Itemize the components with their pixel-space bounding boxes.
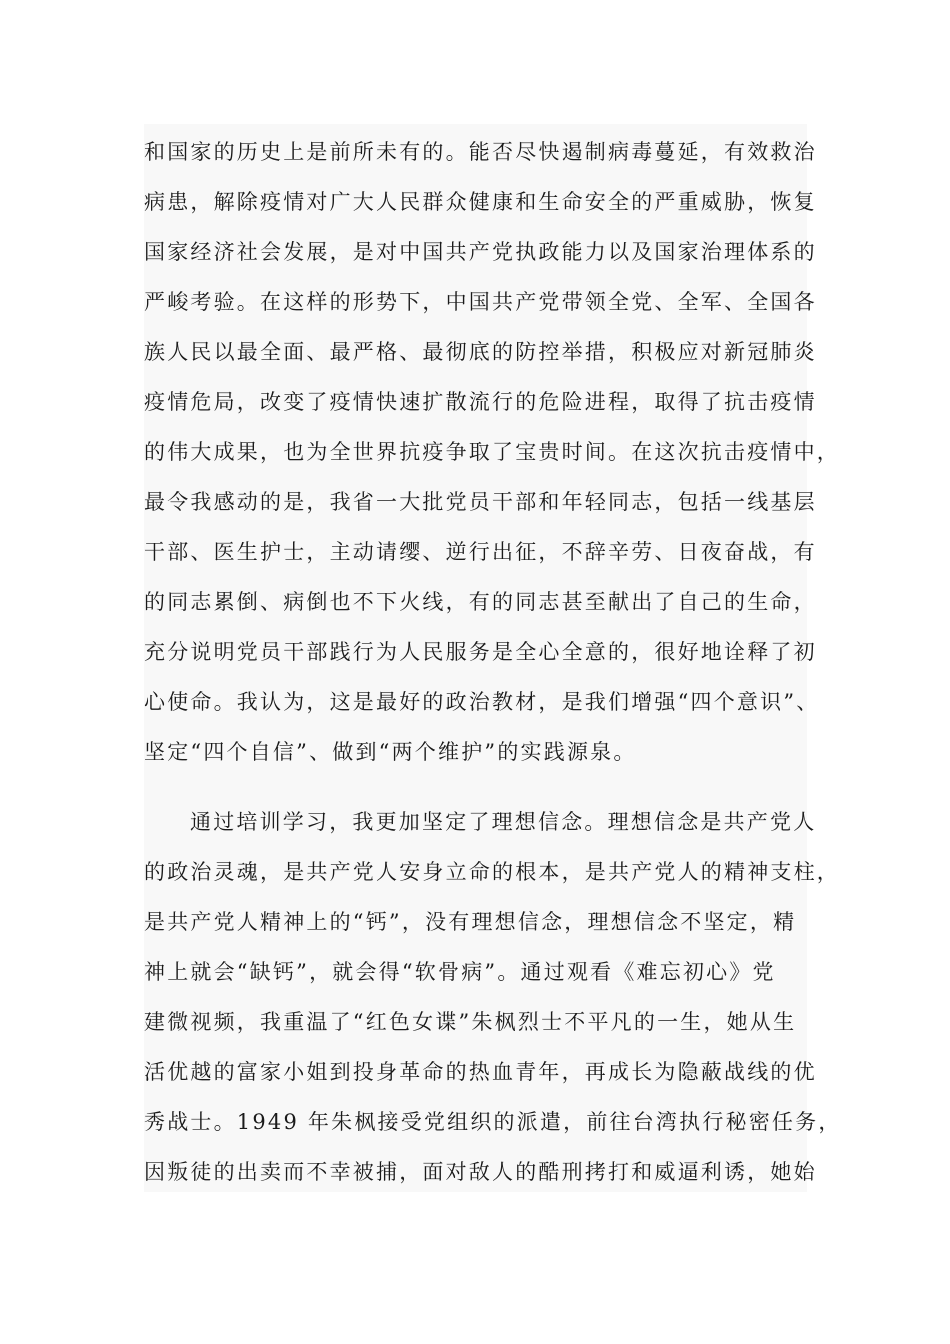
paragraph-1-line-13: 坚定“四个自信”、做到“两个维护”的实践源泉。	[144, 740, 637, 764]
paragraph-2-line-6: 活优越的富家小姐到投身革命的热血青年，再成长为隐蔽战线的优	[144, 1060, 817, 1084]
paragraph-1-line-12: 心使命。我认为，这是最好的政治教材，是我们增强“四个意识”、	[144, 690, 820, 714]
paragraph-1-line-5: 族人民以最全面、最严格、最彻底的防控举措，积极应对新冠肺炎	[144, 340, 817, 364]
paragraph-1-line-3: 国家经济社会发展，是对中国共产党执政能力以及国家治理体系的	[144, 240, 817, 264]
paragraph-1-line-6: 疫情危局，改变了疫情快速扩散流行的危险进程，取得了抗击疫情	[144, 390, 817, 414]
paragraph-2-line-7: 秀战士。1949 年朱枫接受党组织的派遣，前往台湾执行秘密任务，	[144, 1110, 842, 1134]
paragraph-1-line-2: 病患，解除疫情对广大人民群众健康和生命安全的严重威胁，恢复	[144, 190, 817, 214]
paragraph-2-line-3: 是共产党人精神上的“钙”，没有理想信念，理想信念不坚定，精	[144, 910, 797, 934]
paragraph-1-line-1: 和国家的历史上是前所未有的。能否尽快遏制病毒蔓延，有效救治	[144, 140, 817, 164]
paragraph-2-line-5: 建微视频，我重温了“红色女谍”朱枫烈士不平凡的一生，她从生	[144, 1010, 797, 1034]
paragraph-1-line-9: 干部、医生护士，主动请缨、逆行出征，不辞辛劳、日夜奋战，有	[144, 540, 817, 564]
paragraph-1-line-8: 最令我感动的是，我省一大批党员干部和年轻同志，包括一线基层	[144, 490, 817, 514]
paragraph-1-line-4: 严峻考验。在这样的形势下，中国共产党带领全党、全军、全国各	[144, 290, 817, 314]
paragraph-2-line-2: 的政治灵魂，是共产党人安身立命的根本，是共产党人的精神支柱，	[144, 860, 840, 884]
paragraph-1-line-10: 的同志累倒、病倒也不下火线，有的同志甚至献出了自己的生命，	[144, 590, 817, 614]
paragraph-1-line-7: 的伟大成果，也为全世界抗疫争取了宝贵时间。在这次抗击疫情中，	[144, 440, 840, 464]
paragraph-2-line-8: 因叛徒的出卖而不幸被捕，面对敌人的酷刑拷打和威逼利诱，她始	[144, 1160, 817, 1184]
text-body	[144, 124, 842, 1192]
paragraph-2-line-4: 神上就会“缺钙”，就会得“软骨病”。通过观看《难忘初心》党	[144, 960, 776, 984]
paragraph-1-line-11: 充分说明党员干部践行为人民服务是全心全意的，很好地诠释了初	[144, 640, 817, 664]
paragraph-2-line-1: 通过培训学习，我更加坚定了理想信念。理想信念是共产党人	[190, 810, 817, 834]
